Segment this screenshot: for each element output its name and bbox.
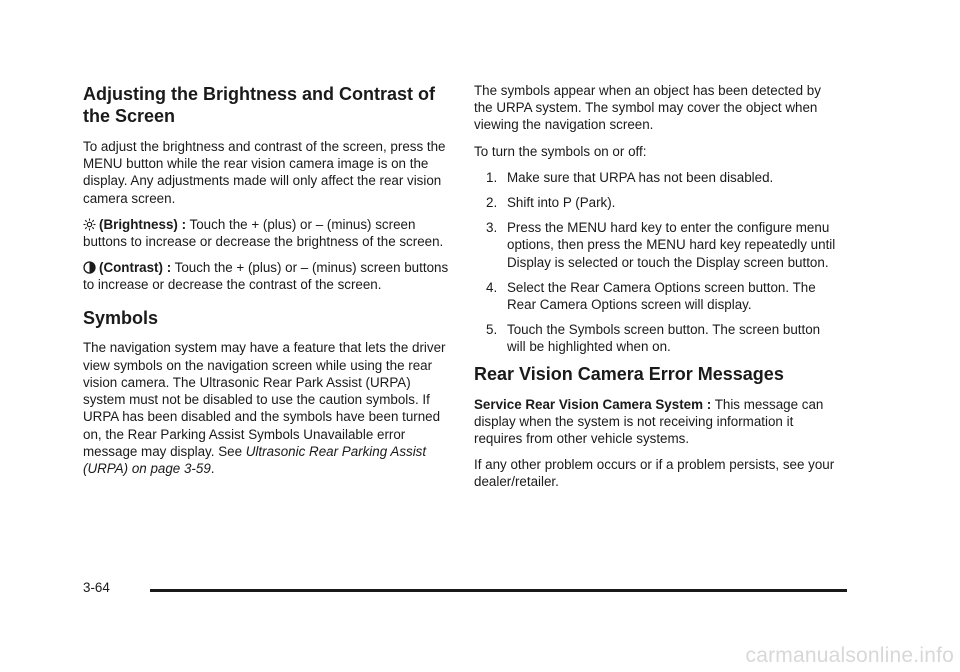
symbols-detected-paragraph: The symbols appear when an object has been detected by the URPA system. The symbol may cover the object when viewing the navigation screen. [474, 83, 821, 133]
watermark: carmanualsonline.info [745, 644, 954, 667]
brightness-text: Touch the + (plus) or – (minus) screen buttons to increase or decrease the brightness of the screen. [83, 216, 444, 249]
contrast-text: Touch the + (plus) or – (minus) screen buttons to increase or decrease the contrast of the screen. [83, 260, 449, 293]
right-column [474, 82, 842, 500]
brightness-paragraph [83, 216, 451, 250]
service-camera-paragraph [474, 396, 842, 448]
footer-rule [150, 589, 847, 592]
contrast-term: (Contrast) : [99, 260, 172, 276]
list-item: 1. Make sure that URPA has not been disabled. [486, 169, 774, 185]
page-number: 3-64 [83, 580, 110, 595]
symbols-end: . [210, 460, 215, 476]
service-term: Service Rear Vision Camera System : [474, 396, 712, 412]
left-column [83, 84, 451, 486]
symbols-paragraph [83, 339, 451, 477]
dealer-paragraph: If any other problem occurs or if a problem persists, see your dealer/retailer. [474, 457, 835, 490]
list-item: 5. Touch the Symbols screen button. The screen button will be highlighted when on. [486, 322, 821, 355]
list-item: 2. Shift into P (Park). [486, 195, 616, 211]
brightness-term: (Brightness) : [99, 216, 187, 232]
list-item: 3. Press the MENU hard key to enter the configure menu options, then press the MENU hard key repeatedly until Display is selected or touch the Display screen button. [486, 220, 836, 270]
section-heading-error-messages: Rear Vision Camera Error Messages [474, 363, 784, 384]
section-heading-symbols: Symbols [83, 307, 159, 328]
list-item: 4. Select the Rear Camera Options screen button. The Rear Camera Options screen will display. [486, 279, 816, 313]
half-circle-icon [83, 261, 96, 274]
section-heading-brightness: Adjusting the Brightness and Contrast of the Screen [83, 84, 436, 126]
symbols-text: The navigation system may have a feature that lets the driver view symbols on the navigation screen while using the rear vision camera. The Ultrasonic Rear Park Assist (URPA) system must not be disabled to use the caution symbols. If URPA has been disabled and the symbols have been turned on, the Rear Parking Assist Symbols Unavailable error message may display. See [83, 340, 446, 459]
turn-symbols-paragraph: To turn the symbols on or off: [474, 143, 647, 159]
sun-icon [83, 218, 96, 231]
intro-paragraph: To adjust the brightness and contrast of the screen, press the MENU button while the rear vision camera image is on the display. Any adjustments made will only affect the rear vision camera screen. [83, 138, 446, 206]
urpa-page-reference[interactable]: Ultrasonic Rear Parking Assist (URPA) on page 3-59 [83, 443, 427, 476]
contrast-paragraph [83, 259, 451, 293]
service-text: This message can display when the system is not receiving information it requires from other vehicle systems. [474, 396, 824, 446]
steps-list [474, 169, 842, 356]
